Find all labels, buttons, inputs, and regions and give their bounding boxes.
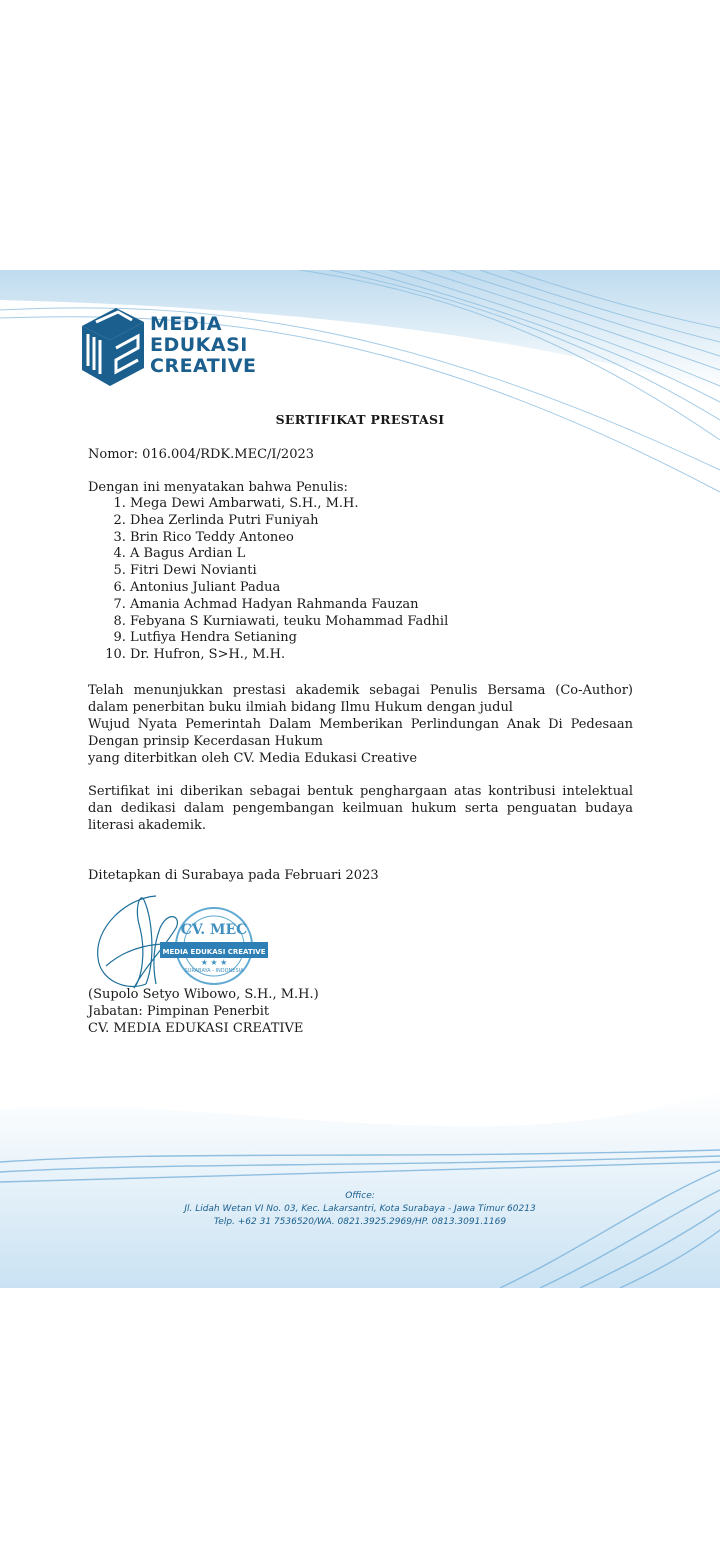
signatory-name: (Supolo Setyo Wibowo, S.H., M.H.) xyxy=(88,987,319,1002)
stamp-band-text: MEDIA EDUKASI CREATIVE xyxy=(162,948,266,956)
logo-wordmark xyxy=(150,314,257,377)
book-title: Wujud Nyata Pemerintah Dalam Memberikan Perlindungan Anak Di Pedesaan Dengan prinsip Kecerdasan Hukum xyxy=(88,717,633,749)
place-date: Ditetapkan di Surabaya pada Februari 2023 xyxy=(88,868,379,883)
signatory-position: Jabatan: Pimpinan Penerbit xyxy=(88,1004,270,1019)
certificate-number: Nomor: 016.004/RDK.MEC/I/2023 xyxy=(88,447,315,462)
list-item: 4. A Bagus Ardian L xyxy=(130,546,448,563)
office-label: Office: xyxy=(345,1191,375,1201)
list-item: 9. Lutfiya Hendra Setianing xyxy=(130,630,448,647)
logo-line-2: EDUKASI xyxy=(150,334,248,356)
stamp-top-text: CV. MEC xyxy=(180,922,248,938)
list-item: 8. Febyana S Kurniawati, teuku Mohammad Fadhil xyxy=(130,614,448,631)
certificate-page xyxy=(0,270,720,1288)
logo-line-3: CREATIVE xyxy=(150,355,257,377)
list-item: 10. Dr. Hufron, S>H., M.H. xyxy=(130,647,448,664)
author-list xyxy=(88,496,448,664)
office-address: Jl. Lidah Wetan VI No. 03, Kec. Lakarsantri, Kota Surabaya - Jawa Timur 60213 xyxy=(184,1204,536,1214)
list-item: 1. Mega Dewi Ambarwati, S.H., M.H. xyxy=(130,496,448,513)
list-item: 5. Fitri Dewi Novianti xyxy=(130,563,448,580)
list-item: 2. Dhea Zerlinda Putri Funiyah xyxy=(130,513,448,530)
office-phone: Telp. +62 31 7536520/WA. 0821.3925.2969/HP. 0813.3091.1169 xyxy=(213,1217,507,1227)
list-item: 3. Brin Rico Teddy Antoneo xyxy=(130,530,448,547)
logo-line-1: MEDIA xyxy=(150,313,222,335)
appreciation-text: Sertifikat ini diberikan sebagai bentuk penghargaan atas kontribusi intelektual dan dedikasi dalam pengembangan keilmuan hukum serta penguatan budaya literasi akademik. xyxy=(88,784,633,833)
stamp-bottom-text: SURABAYA - INDONESIA xyxy=(184,968,244,974)
office-footer xyxy=(0,1190,720,1229)
list-item: 7. Amania Achmad Hadyan Rahmanda Fauzan xyxy=(130,597,448,614)
certificate-title: SERTIFIKAT PRESTASI xyxy=(275,412,445,427)
svg-text:★ ★ ★: ★ ★ ★ xyxy=(200,958,228,967)
decorative-waves-bottom xyxy=(0,1050,720,1288)
signature-and-stamp xyxy=(86,888,286,998)
achievement-text: Telah menunjukkan prestasi akademik sebagai Penulis Bersama (Co-Author) dalam penerbitan buku ilmiah bidang Ilmu Hukum dengan judul xyxy=(88,683,633,715)
intro-text: Dengan ini menyatakan bahwa Penulis: xyxy=(88,480,348,495)
publisher-line: yang diterbitkan oleh CV. Media Edukasi Creative xyxy=(88,751,418,766)
list-item: 6. Antonius Juliant Padua xyxy=(130,580,448,597)
signatory-company: CV. MEDIA EDUKASI CREATIVE xyxy=(88,1021,304,1036)
